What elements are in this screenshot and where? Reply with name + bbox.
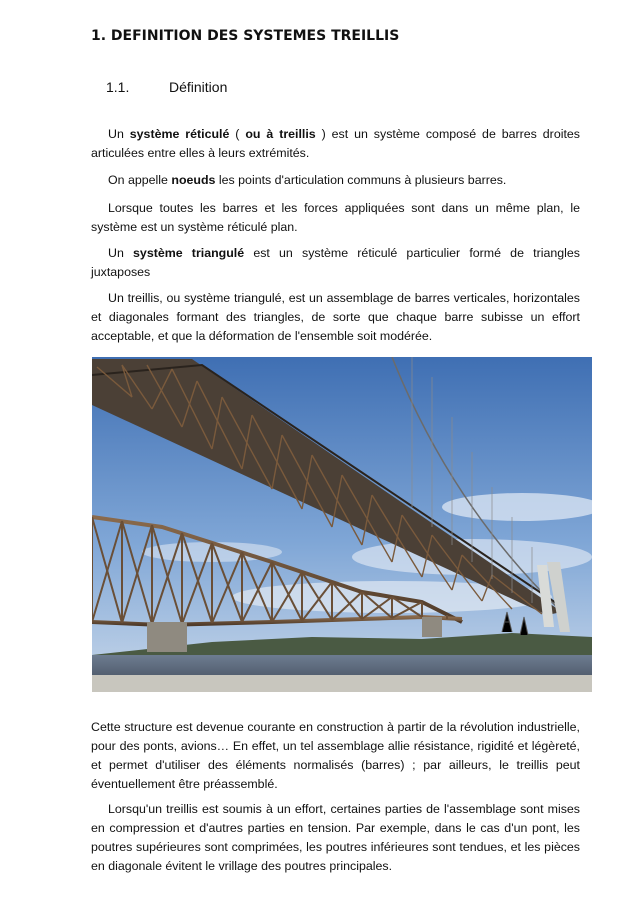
term-ou-a-treillis: ou à treillis [245, 127, 316, 141]
p4-text-c: est un système réticulé particulier formé de triangles juxtaposes [91, 246, 580, 279]
bridge-photo [92, 357, 592, 692]
term-systeme-reticule: système réticulé [129, 127, 230, 141]
p5-text: Un treillis, ou système triangulé, est un assemblage de barres verticales, horizontales et diagonales formant des triangles, de sorte que chaque barre subisse un effort acceptable, et que la déformation de l'ensemble soit modérée. [91, 291, 580, 343]
p3-text: Lorsque toutes les barres et les forces appliquées sont dans un même plan, le système est un système réticulé plan. [91, 201, 580, 234]
section-heading: 1. DEFINITION DES SYSTEMES TREILLIS [91, 28, 400, 44]
paragraph-plan [91, 199, 580, 237]
term-systeme-triangule: système triangulé [133, 246, 245, 260]
term-noeuds: noeuds [171, 173, 216, 187]
p1-text-d: ) est un système composé de barres droites articulées entre elles à leurs extrémités. [91, 127, 580, 160]
subsection-heading [106, 79, 227, 95]
p7-text: Lorsqu'un treillis est soumis à un effort, certaines parties de l'assemblage sont mises en compression et d'autres parties en tension. Par exemple, dans le cas d'un pont, les poutres supérieures sont comprimées, les poutres inférieures sont tendues, et les pièces en diagonale évitent le vrillage des poutres principales. [91, 802, 580, 873]
p2-text-a: On appelle [108, 173, 172, 187]
paragraph-definition [91, 125, 580, 163]
subsection-number: 1.1. [106, 79, 130, 95]
paragraph-compression [91, 800, 580, 876]
paragraph-triangule [91, 244, 580, 282]
p6-text: Cette structure est devenue courante en construction à partir de la révolution industrielle, pour des ponts, avions… En effet, un tel assemblage allie résistance, rigidité et légèreté, et permet d'utiliser des éléments normalisés (barres) ; par ailleurs, le treillis peut éventuellement être préassemblé. [91, 720, 580, 791]
paragraph-noeuds [91, 171, 580, 190]
p1-text-a: Un [108, 127, 130, 141]
paragraph-treillis [91, 289, 580, 346]
p1-text-c: ( [229, 127, 246, 141]
paragraph-revolution [91, 718, 580, 794]
p2-text-c: les points d'articulation communs à plusieurs barres. [215, 173, 507, 187]
p4-text-a: Un [108, 246, 134, 260]
subsection-title: Définition [169, 79, 228, 95]
